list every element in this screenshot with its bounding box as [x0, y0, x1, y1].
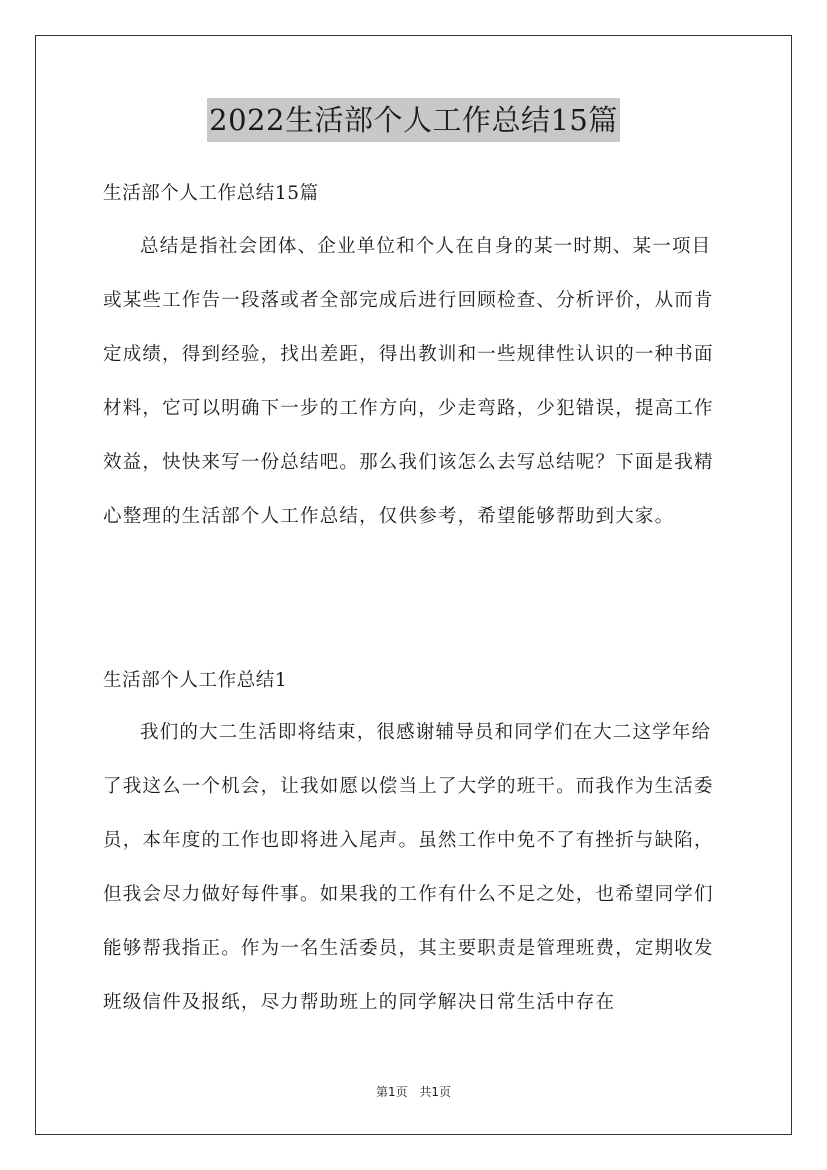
- document-subtitle: 生活部个人工作总结15篇: [103, 183, 319, 204]
- page-number-total: 共1页: [419, 1085, 452, 1099]
- section-heading: 生活部个人工作总结1: [103, 670, 288, 691]
- section-block: [103, 706, 729, 1030]
- section-paragraph: 我们的大二生活即将结束，很感谢辅导员和同学们在大二这学年给了我这么一个机会，让我如愿以偿当上了大学的班干。而我作为生活委员，本年度的工作也即将进入尾声。虽然工作中免不了有挫折与缺陷，但我会尽力做好每件事。如果我的工作有什么不足之处，也希望同学们能够帮我指正。作为一名生活委员，其主要职责是管理班费，定期收发班级信件及报纸，尽力帮助班上的同学解决日常生活中存在: [103, 722, 714, 1013]
- intro-block: [103, 220, 729, 544]
- title-container: [0, 98, 827, 142]
- document-title: 2022生活部个人工作总结15篇: [207, 98, 620, 142]
- intro-paragraph: 总结是指社会团体、企业单位和个人在自身的某一时期、某一项目或某些工作告一段落或者全部完成后进行回顾检查、分析评价，从而肯定成绩，得到经验，找出差距，得出教训和一些规律性认识的一种书面材料，它可以明确下一步的工作方向，少走弯路，少犯错误，提高工作效益，快快来写一份总结吧。那么我们该怎么去写总结呢？下面是我精心整理的生活部个人工作总结，仅供参考，希望能够帮助到大家。: [103, 236, 714, 527]
- page-number-current: 第1页: [375, 1085, 408, 1099]
- page-footer: [0, 1084, 827, 1100]
